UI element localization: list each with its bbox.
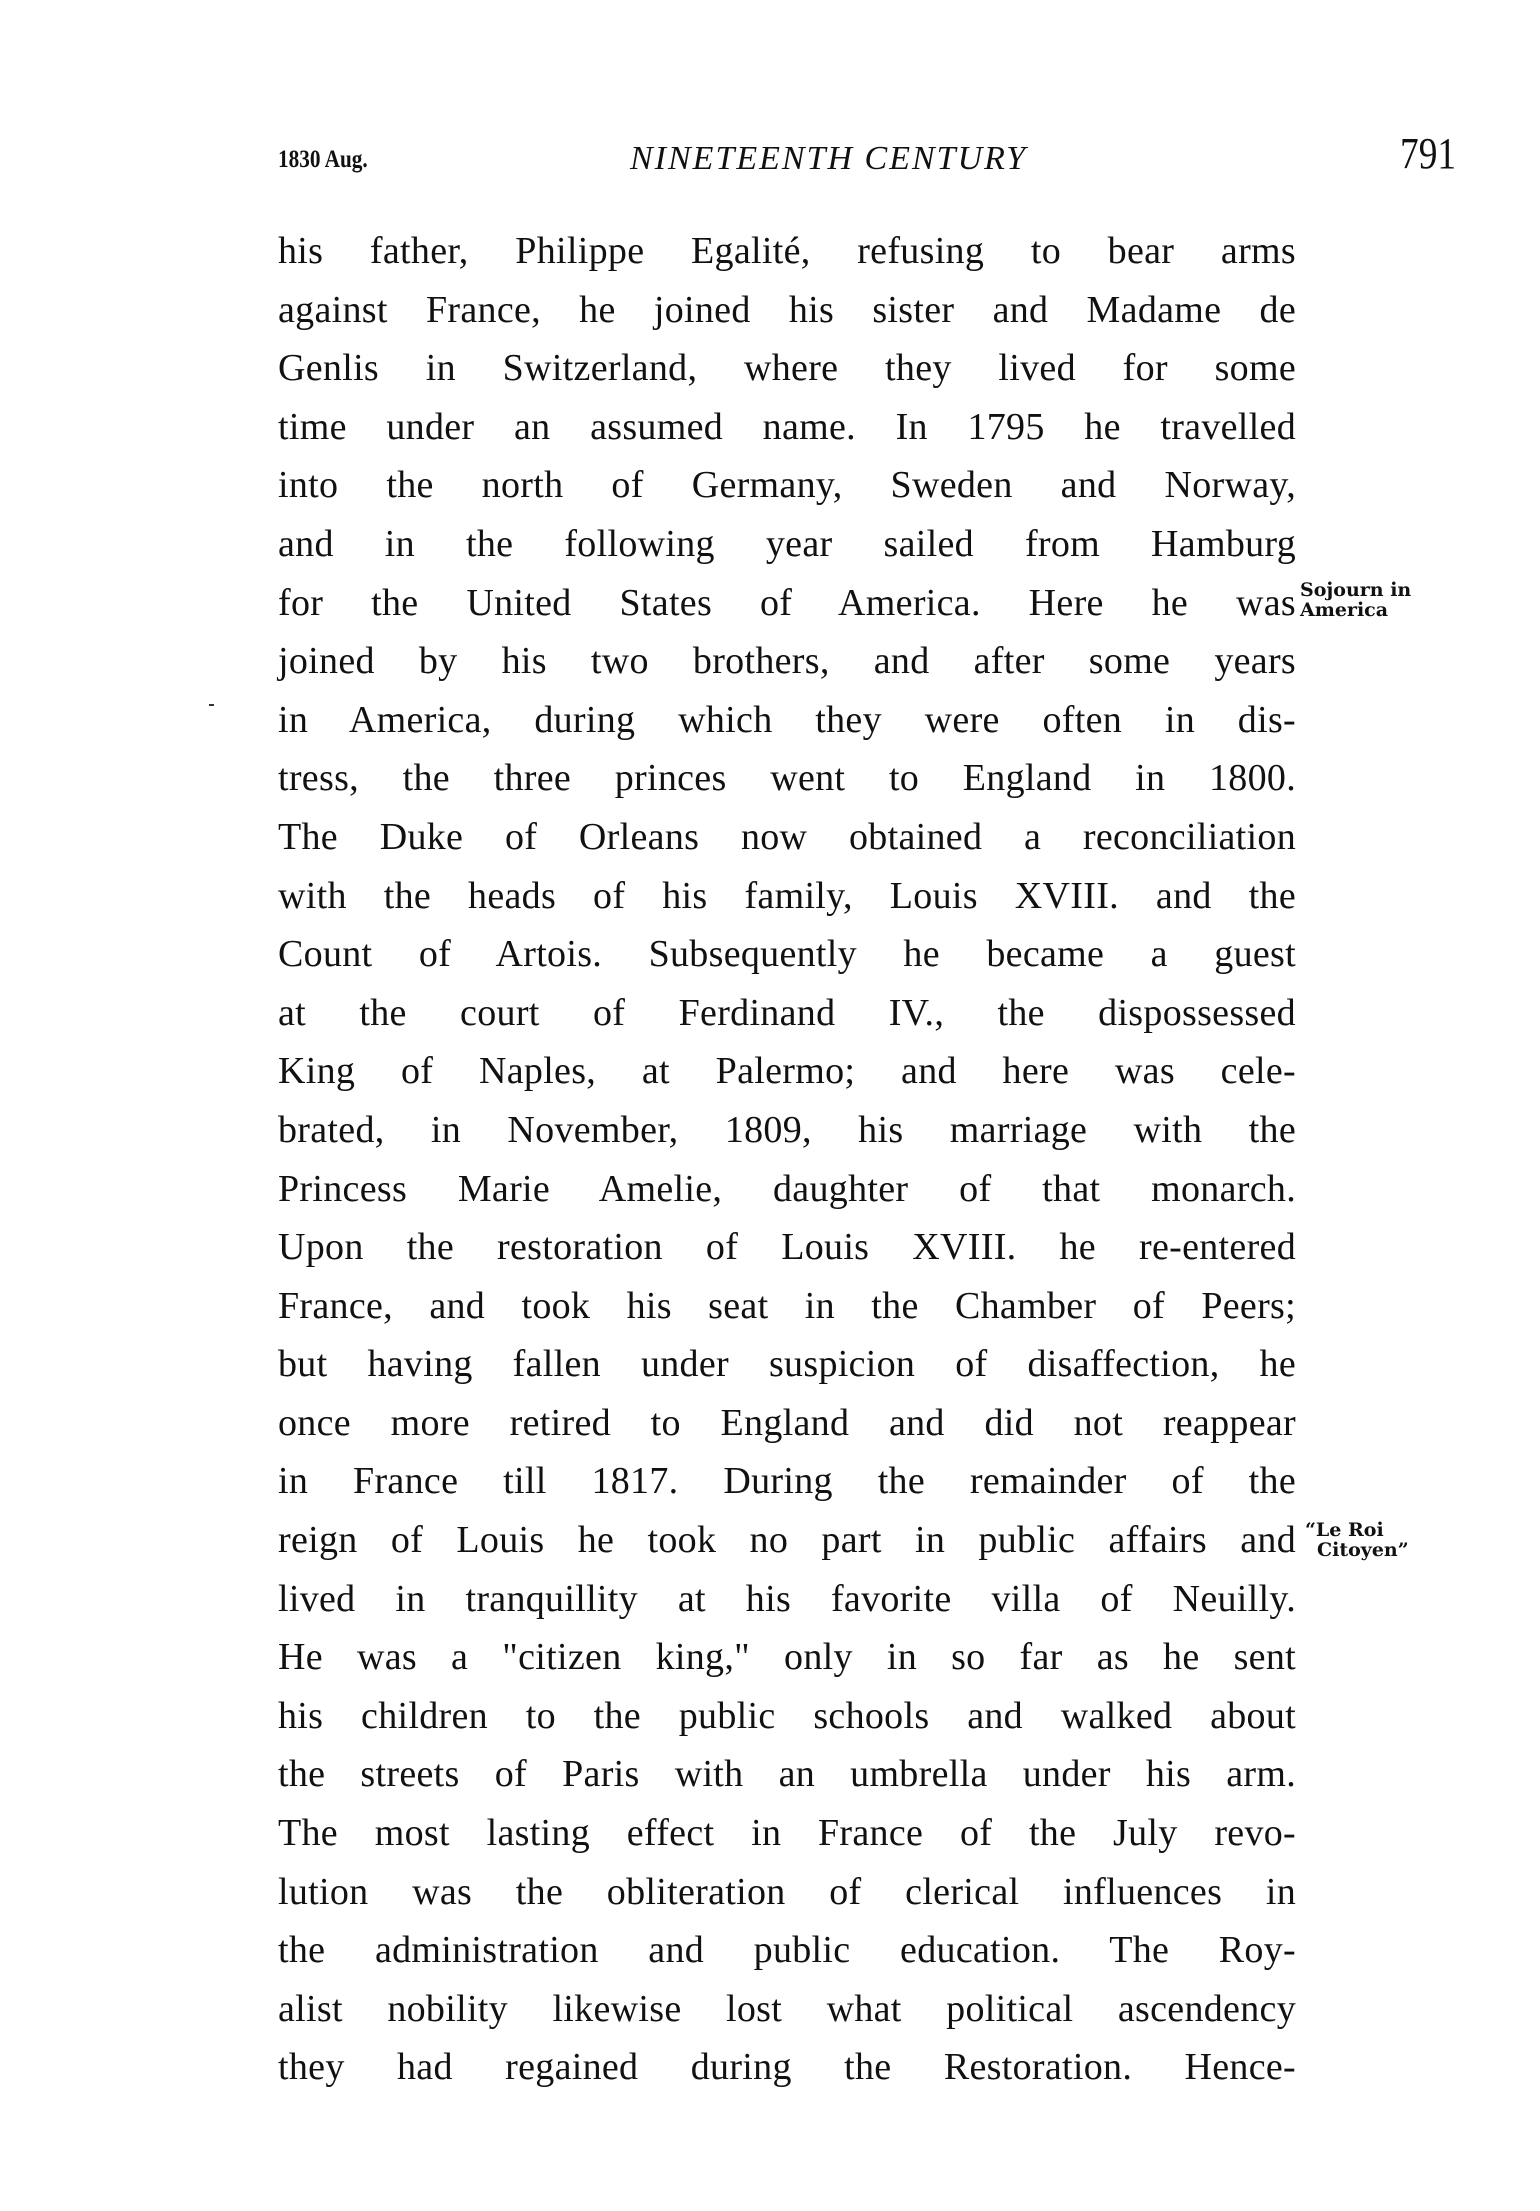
margin-note-sojourn xyxy=(1300,580,1411,620)
text-line-content: once more retired to England and did not reappear xyxy=(278,1401,1296,1444)
text-line-content: his children to the public schools and walked about xyxy=(278,1694,1296,1737)
text-line xyxy=(278,749,1296,808)
text-line xyxy=(278,1277,1296,1336)
text-line-content: his father, Philippe Egalité, refusing to bear arms xyxy=(278,230,1296,272)
text-line xyxy=(278,281,1296,340)
text-line-content: He was a "citizen king," only in so far as he sent xyxy=(278,1636,1296,1679)
text-line xyxy=(278,1452,1296,1511)
text-line xyxy=(278,339,1296,398)
text-line xyxy=(278,398,1296,457)
text-line-content: time under an assumed name. In 1795 he travelled xyxy=(278,405,1296,448)
text-line-content: the streets of Paris with an umbrella under his arm. xyxy=(278,1753,1296,1796)
text-line-content: brated, in November, 1809, his marriage with the xyxy=(278,1108,1296,1151)
text-line xyxy=(278,867,1296,926)
text-line xyxy=(278,1570,1296,1629)
text-line-content: tress, the three princes went to England in 1800. xyxy=(278,757,1296,800)
text-line xyxy=(278,1687,1296,1746)
text-line-content: but having fallen under suspicion of disaffection, he xyxy=(278,1343,1296,1386)
text-line xyxy=(278,1980,1296,2039)
margin-note-line: America xyxy=(1300,599,1389,621)
margin-note-line: Citoyen” xyxy=(1317,1539,1409,1561)
text-line-content: The most lasting effect in France of the July revo- xyxy=(278,1812,1296,1855)
text-line-content: in America, during which they were often in dis- xyxy=(278,698,1296,741)
body-text xyxy=(278,222,1296,2097)
text-line-content: the administration and public education. The Roy- xyxy=(278,1929,1296,1972)
margin-note-line: “Le Roi xyxy=(1305,1519,1384,1541)
text-line-content: lived in tranquillity at his favorite villa of Neuilly. xyxy=(278,1577,1296,1620)
text-line xyxy=(278,515,1296,574)
text-line-content: Genlis in Switzerland, where they lived for some xyxy=(278,347,1296,390)
page-number: 791 xyxy=(1400,129,1457,178)
text-line xyxy=(278,925,1296,984)
text-line-content: alist nobility likewise lost what political ascendency xyxy=(278,1987,1296,2030)
text-line xyxy=(278,808,1296,867)
text-line-content: in France till 1817. During the remainder of the xyxy=(278,1460,1296,1503)
text-line xyxy=(278,1511,1296,1570)
text-line-content: and in the following year sailed from Hamburg xyxy=(278,522,1296,565)
scan-speck xyxy=(209,704,214,706)
text-line-content: Upon the restoration of Louis XVIII. he re-entered xyxy=(278,1226,1296,1269)
text-line xyxy=(278,1335,1296,1394)
text-line xyxy=(278,984,1296,1043)
text-line-content: King of Naples, at Palermo; and here was cele- xyxy=(278,1050,1296,1093)
text-line-content: at the court of Ferdinand IV., the dispossessed xyxy=(278,991,1296,1034)
text-line-content: with the heads of his family, Louis XVIII. and the xyxy=(278,874,1296,917)
text-line-content: against France, he joined his sister and Madame de xyxy=(278,288,1296,331)
text-line xyxy=(278,574,1296,633)
text-line-content: for the United States of America. Here he was xyxy=(278,581,1296,624)
text-line xyxy=(278,1042,1296,1101)
text-line-content: France, and took his seat in the Chamber of Peers; xyxy=(278,1284,1296,1327)
text-line xyxy=(278,1745,1296,1804)
text-line-content: reign of Louis he took no part in public affairs and xyxy=(278,1519,1296,1562)
text-line xyxy=(278,1101,1296,1160)
text-line xyxy=(278,1160,1296,1219)
text-line-content: they had regained during the Restoration. Hence- xyxy=(278,2046,1296,2089)
text-line xyxy=(278,1394,1296,1453)
text-line-content: into the north of Germany, Sweden and Norway, xyxy=(278,464,1296,507)
text-line-content: The Duke of Orleans now obtained a reconciliation xyxy=(278,815,1296,858)
text-line xyxy=(278,1921,1296,1980)
running-header-date: 1830 Aug. xyxy=(278,146,368,173)
text-line xyxy=(278,2038,1296,2097)
text-line xyxy=(278,1218,1296,1277)
text-line xyxy=(278,1863,1296,1922)
margin-note-le-roi xyxy=(1305,1520,1409,1560)
text-line xyxy=(278,1628,1296,1687)
text-line xyxy=(278,691,1296,750)
text-line xyxy=(278,222,1296,281)
text-line xyxy=(278,1804,1296,1863)
margin-note-line: Sojourn in xyxy=(1300,579,1412,601)
running-header-title: NINETEENTH CENTURY xyxy=(630,140,1028,177)
text-line xyxy=(278,456,1296,515)
text-line-content: Princess Marie Amelie, daughter of that monarch. xyxy=(278,1167,1296,1210)
text-line-content: joined by his two brothers, and after some years xyxy=(278,640,1296,683)
text-line xyxy=(278,632,1296,691)
text-line-content: Count of Artois. Subsequently he became a guest xyxy=(278,933,1296,976)
text-line-content: lution was the obliteration of clerical influences in xyxy=(278,1870,1296,1913)
